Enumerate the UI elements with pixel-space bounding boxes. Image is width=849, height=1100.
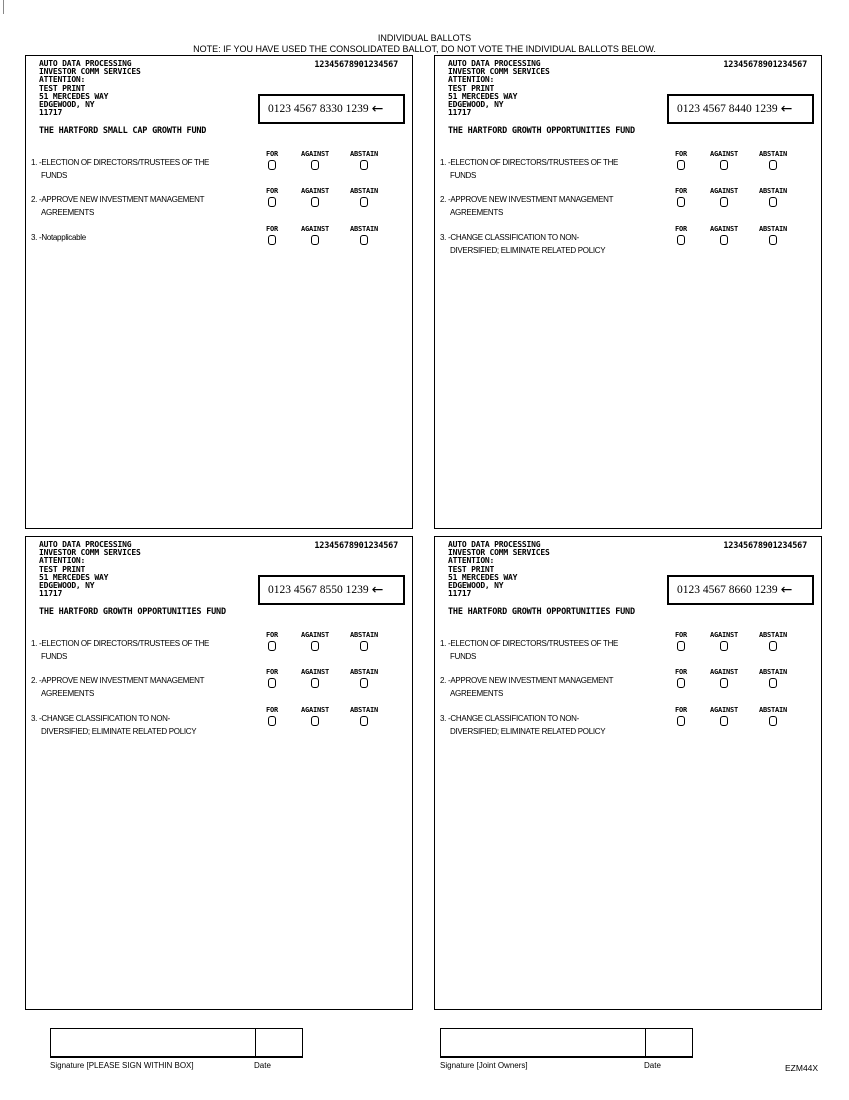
vote-checkbox[interactable] <box>360 716 368 726</box>
address-line: EDGEWOOD, NY <box>448 581 504 591</box>
vote-option-label: AGAINST <box>709 706 739 714</box>
vote-option-label: FOR <box>265 150 279 158</box>
control-number-box <box>667 575 814 605</box>
vote-option-label: AGAINST <box>300 187 330 195</box>
vote-option-label: ABSTAIN <box>349 668 379 676</box>
vote-option-label: FOR <box>674 706 688 714</box>
vote-checkbox[interactable] <box>769 678 777 688</box>
vote-option <box>252 187 292 207</box>
vote-option <box>344 668 384 688</box>
control-number: 0123 4567 8440 1239 <box>677 103 778 115</box>
arrow-left-icon: ← <box>780 101 793 117</box>
address-line: 11717 <box>448 108 472 118</box>
proposal-line-continued: AGREEMENTS <box>41 688 95 698</box>
vote-option <box>753 668 793 688</box>
vote-option-label: AGAINST <box>300 631 330 639</box>
vote-checkbox[interactable] <box>720 641 728 651</box>
proposal-text <box>31 713 246 738</box>
page-note: NOTE: IF YOU HAVE USED THE CONSOLIDATED BALLOT, DO NOT VOTE THE INDIVIDUAL BALLOTS BELOW. <box>193 44 656 54</box>
vote-checkbox[interactable] <box>360 235 368 245</box>
vote-option-label: FOR <box>265 631 279 639</box>
address-line: TEST PRINT <box>39 83 86 93</box>
proposal-line-continued: FUNDS <box>41 651 68 661</box>
vote-checkbox[interactable] <box>677 160 685 170</box>
vote-option <box>252 225 292 245</box>
proposal-text <box>31 157 246 182</box>
address-line: 11717 <box>448 589 472 599</box>
vote-option <box>704 150 744 170</box>
vote-option-label: AGAINST <box>709 225 739 233</box>
proposal-line: 2. -APPROVE NEW INVESTMENT MANAGEMENT <box>31 676 205 685</box>
vote-checkbox[interactable] <box>720 716 728 726</box>
signature-box-primary[interactable] <box>50 1028 303 1058</box>
vote-checkbox[interactable] <box>677 235 685 245</box>
proposal-line-continued: DIVERSIFIED; ELIMINATE RELATED POLICY <box>450 726 606 736</box>
ballot-card <box>434 536 822 1010</box>
address-line: AUTO DATA PROCESSING <box>39 59 132 68</box>
vote-option <box>661 187 701 207</box>
control-number-box <box>258 575 405 605</box>
vote-option <box>704 706 744 726</box>
address-line: ATTENTION: <box>448 75 495 85</box>
signature-label-primary: Signature [PLEASE SIGN WITHIN BOX] <box>50 1061 194 1070</box>
vote-option <box>704 668 744 688</box>
proposal-text <box>440 675 655 700</box>
vote-checkbox[interactable] <box>268 235 276 245</box>
corner-mark <box>0 0 4 14</box>
vote-option <box>295 150 335 170</box>
proposal-text <box>31 675 246 700</box>
ballot-card <box>434 55 822 529</box>
proposal-line: 1. -ELECTION OF DIRECTORS/TRUSTEES OF THE <box>440 639 619 648</box>
mailing-address <box>448 60 550 117</box>
vote-option <box>252 668 292 688</box>
vote-checkbox[interactable] <box>677 716 685 726</box>
vote-checkbox[interactable] <box>360 197 368 207</box>
page-title: INDIVIDUAL BALLOTS <box>377 33 472 43</box>
vote-checkbox[interactable] <box>311 678 319 688</box>
proposal-text <box>440 638 655 663</box>
proposal-text <box>440 713 655 738</box>
vote-option-label: AGAINST <box>709 187 739 195</box>
vote-option <box>704 631 744 651</box>
proposal-line-continued: AGREEMENTS <box>450 207 504 217</box>
vote-option-label: ABSTAIN <box>349 150 379 158</box>
signature-date-divider <box>645 1029 646 1056</box>
date-label-joint: Date <box>644 1061 661 1070</box>
vote-checkbox[interactable] <box>360 641 368 651</box>
vote-checkbox[interactable] <box>677 197 685 207</box>
vote-checkbox[interactable] <box>720 197 728 207</box>
proposal-line: 1. -ELECTION OF DIRECTORS/TRUSTEES OF THE <box>440 158 619 167</box>
address-line: EDGEWOOD, NY <box>39 100 95 110</box>
address-line: TEST PRINT <box>448 564 495 574</box>
arrow-left-icon: ← <box>780 582 793 598</box>
vote-option <box>344 150 384 170</box>
vote-option-label: AGAINST <box>300 668 330 676</box>
vote-option-label: AGAINST <box>300 150 330 158</box>
proposal-line-continued: FUNDS <box>450 170 477 180</box>
vote-checkbox[interactable] <box>677 641 685 651</box>
control-number-box <box>667 94 814 124</box>
vote-option <box>295 225 335 245</box>
vote-option-label: FOR <box>674 631 688 639</box>
form-code: EZM44X <box>785 1063 819 1073</box>
mailing-address <box>39 541 141 598</box>
vote-option <box>753 187 793 207</box>
arrow-left-icon: ← <box>371 582 384 598</box>
vote-option-label: AGAINST <box>709 631 739 639</box>
proposal-text <box>440 194 655 219</box>
vote-checkbox[interactable] <box>769 197 777 207</box>
vote-option <box>753 706 793 726</box>
proposal-line: 2. -APPROVE NEW INVESTMENT MANAGEMENT <box>440 195 614 204</box>
vote-option-label: AGAINST <box>709 668 739 676</box>
address-line: TEST PRINT <box>39 564 86 574</box>
vote-option <box>295 668 335 688</box>
vote-option-label: ABSTAIN <box>758 668 788 676</box>
vote-checkbox[interactable] <box>268 641 276 651</box>
proposal-line-continued: DIVERSIFIED; ELIMINATE RELATED POLICY <box>41 726 197 736</box>
vote-option-label: FOR <box>674 668 688 676</box>
vote-option <box>661 706 701 726</box>
mailing-address <box>39 60 141 117</box>
ballot-card <box>25 55 413 529</box>
proposal-line-continued: FUNDS <box>450 651 477 661</box>
vote-checkbox[interactable] <box>311 160 319 170</box>
proposal-text <box>31 194 246 219</box>
arrow-left-icon: ← <box>371 101 384 117</box>
proposal-text <box>440 232 655 257</box>
vote-option-label: FOR <box>674 150 688 158</box>
vote-option <box>753 225 793 245</box>
address-line: AUTO DATA PROCESSING <box>448 59 541 68</box>
vote-option-label: AGAINST <box>300 706 330 714</box>
vote-option-label: ABSTAIN <box>758 706 788 714</box>
address-line: AUTO DATA PROCESSING <box>39 540 132 549</box>
date-label-primary: Date <box>254 1061 271 1070</box>
proposal-line: 1. -ELECTION OF DIRECTORS/TRUSTEES OF THE <box>31 158 210 167</box>
proposal-text <box>31 638 246 663</box>
proposal-text <box>31 232 246 245</box>
address-line: INVESTOR COMM SERVICES <box>448 548 550 558</box>
proposal-line: 3. -Notapplicable <box>31 233 86 242</box>
vote-checkbox[interactable] <box>311 197 319 207</box>
address-line: 51 MERCEDES WAY <box>448 91 518 101</box>
control-number-box <box>258 94 405 124</box>
vote-option-label: ABSTAIN <box>349 631 379 639</box>
vote-option-label: ABSTAIN <box>758 631 788 639</box>
control-number: 0123 4567 8660 1239 <box>677 584 778 596</box>
vote-option <box>704 225 744 245</box>
vote-option-label: FOR <box>674 187 688 195</box>
proposal-line: 1. -ELECTION OF DIRECTORS/TRUSTEES OF THE <box>31 639 210 648</box>
account-number: 12345678901234567 <box>723 541 807 551</box>
account-number: 12345678901234567 <box>314 541 398 551</box>
vote-option <box>661 150 701 170</box>
vote-checkbox[interactable] <box>769 641 777 651</box>
fund-name: THE HARTFORD SMALL CAP GROWTH FUND <box>39 126 207 136</box>
vote-checkbox[interactable] <box>311 235 319 245</box>
proposal-line-continued: AGREEMENTS <box>450 688 504 698</box>
vote-option-label: ABSTAIN <box>758 187 788 195</box>
vote-checkbox[interactable] <box>268 678 276 688</box>
fund-name: THE HARTFORD GROWTH OPPORTUNITIES FUND <box>448 607 635 617</box>
vote-checkbox[interactable] <box>268 716 276 726</box>
proposal-line: 3. -CHANGE CLASSIFICATION TO NON- <box>440 714 580 723</box>
vote-checkbox[interactable] <box>268 160 276 170</box>
vote-checkbox[interactable] <box>268 197 276 207</box>
address-line: 51 MERCEDES WAY <box>448 572 518 582</box>
fund-name: THE HARTFORD GROWTH OPPORTUNITIES FUND <box>448 126 635 136</box>
address-line: ATTENTION: <box>39 556 86 566</box>
address-line: AUTO DATA PROCESSING <box>448 540 541 549</box>
address-line: 51 MERCEDES WAY <box>39 91 109 101</box>
vote-option-label: ABSTAIN <box>349 187 379 195</box>
address-line: TEST PRINT <box>448 83 495 93</box>
fund-name: THE HARTFORD GROWTH OPPORTUNITIES FUND <box>39 607 226 617</box>
vote-option-label: AGAINST <box>709 150 739 158</box>
vote-option-label: AGAINST <box>300 225 330 233</box>
vote-checkbox[interactable] <box>720 678 728 688</box>
address-line: EDGEWOOD, NY <box>39 581 95 591</box>
vote-checkbox[interactable] <box>769 716 777 726</box>
proposal-line: 2. -APPROVE NEW INVESTMENT MANAGEMENT <box>440 676 614 685</box>
vote-option <box>661 631 701 651</box>
vote-option-label: FOR <box>265 225 279 233</box>
control-number: 0123 4567 8550 1239 <box>268 584 369 596</box>
proposal-line-continued: FUNDS <box>41 170 68 180</box>
vote-option <box>295 631 335 651</box>
vote-option <box>344 225 384 245</box>
proposal-line: 3. -CHANGE CLASSIFICATION TO NON- <box>31 714 171 723</box>
vote-checkbox[interactable] <box>677 678 685 688</box>
vote-option <box>252 706 292 726</box>
vote-checkbox[interactable] <box>769 160 777 170</box>
vote-checkbox[interactable] <box>720 160 728 170</box>
vote-option-label: FOR <box>265 668 279 676</box>
address-line: INVESTOR COMM SERVICES <box>39 67 141 77</box>
vote-option-label: ABSTAIN <box>758 150 788 158</box>
vote-checkbox[interactable] <box>311 716 319 726</box>
proposal-line-continued: AGREEMENTS <box>41 207 95 217</box>
vote-option <box>753 631 793 651</box>
control-number: 0123 4567 8330 1239 <box>268 103 369 115</box>
vote-option <box>753 150 793 170</box>
proposal-line-continued: DIVERSIFIED; ELIMINATE RELATED POLICY <box>450 245 606 255</box>
vote-option-label: FOR <box>674 225 688 233</box>
account-number: 12345678901234567 <box>723 60 807 70</box>
proposal-line: 2. -APPROVE NEW INVESTMENT MANAGEMENT <box>31 195 205 204</box>
vote-option-label: ABSTAIN <box>349 706 379 714</box>
mailing-address <box>448 541 550 598</box>
vote-checkbox[interactable] <box>311 641 319 651</box>
address-line: EDGEWOOD, NY <box>448 100 504 110</box>
proposal-line: 3. -CHANGE CLASSIFICATION TO NON- <box>440 233 580 242</box>
vote-option <box>252 150 292 170</box>
vote-checkbox[interactable] <box>360 678 368 688</box>
address-line: ATTENTION: <box>39 75 86 85</box>
vote-option-label: FOR <box>265 187 279 195</box>
vote-option-label: ABSTAIN <box>349 225 379 233</box>
vote-option <box>295 706 335 726</box>
vote-checkbox[interactable] <box>360 160 368 170</box>
address-line: ATTENTION: <box>448 556 495 566</box>
proposal-text <box>440 157 655 182</box>
address-line: 11717 <box>39 108 63 118</box>
ballot-card <box>25 536 413 1010</box>
signature-date-divider <box>255 1029 256 1056</box>
signature-label-joint: Signature [Joint Owners] <box>440 1061 528 1070</box>
signature-box-joint[interactable] <box>440 1028 693 1058</box>
address-line: INVESTOR COMM SERVICES <box>39 548 141 558</box>
vote-option <box>344 187 384 207</box>
vote-option <box>661 225 701 245</box>
vote-option <box>661 668 701 688</box>
address-line: 11717 <box>39 589 63 599</box>
account-number: 12345678901234567 <box>314 60 398 70</box>
address-line: INVESTOR COMM SERVICES <box>448 67 550 77</box>
vote-option <box>704 187 744 207</box>
vote-option <box>252 631 292 651</box>
vote-option-label: FOR <box>265 706 279 714</box>
vote-option-label: ABSTAIN <box>758 225 788 233</box>
address-line: 51 MERCEDES WAY <box>39 572 109 582</box>
vote-checkbox[interactable] <box>769 235 777 245</box>
vote-checkbox[interactable] <box>720 235 728 245</box>
vote-option <box>344 631 384 651</box>
vote-option <box>295 187 335 207</box>
vote-option <box>344 706 384 726</box>
